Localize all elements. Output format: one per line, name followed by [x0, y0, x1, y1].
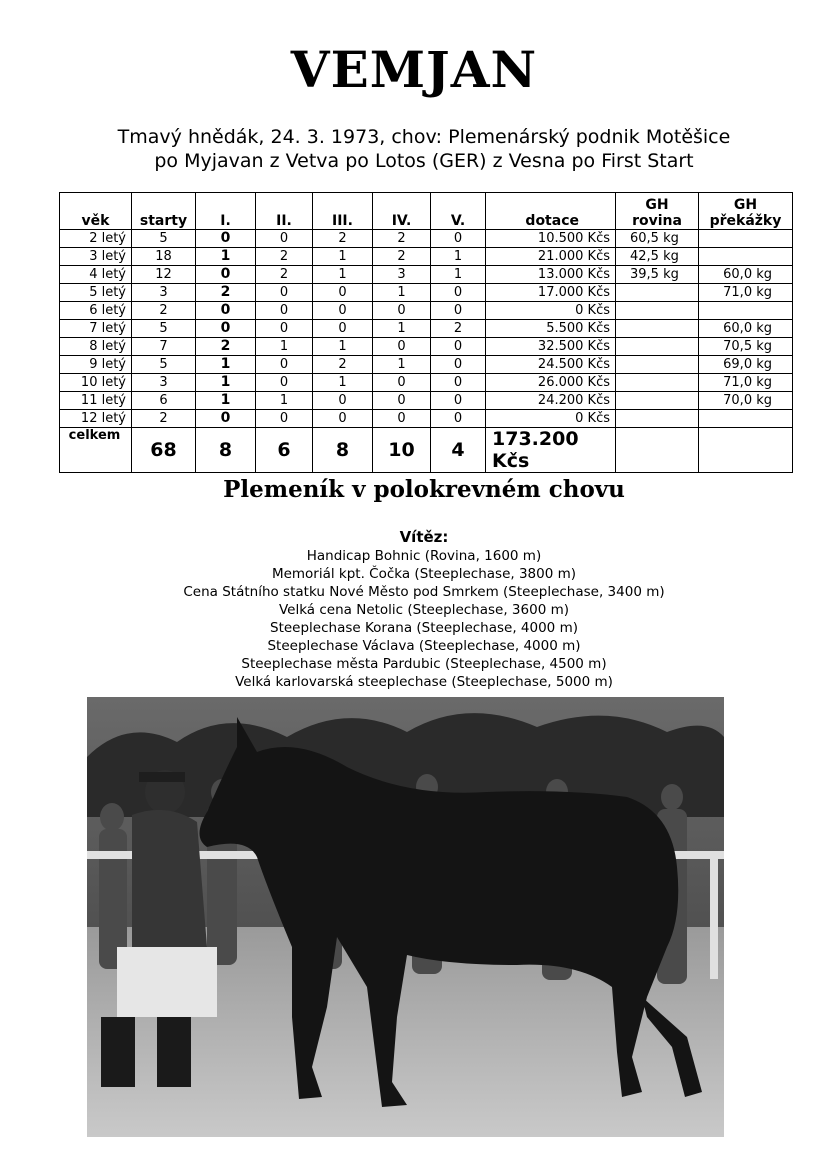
- total-cell: 6: [256, 428, 313, 473]
- cell-starts: 3: [132, 284, 196, 302]
- table-row: [60, 230, 793, 248]
- cell-starts: 5: [132, 230, 196, 248]
- cell-age: 12 letý: [60, 410, 132, 428]
- cell-gh-flat: [616, 320, 699, 338]
- list-item: Steeplechase Václava (Steeplechase, 4000 m): [267, 638, 581, 654]
- column-header-third: III.: [313, 193, 373, 230]
- cell-age: 11 letý: [60, 392, 132, 410]
- cell-age: 10 letý: [60, 374, 132, 392]
- column-header-prize-money: dotace: [486, 193, 616, 230]
- cell-starts: 18: [132, 248, 196, 266]
- total-empty-cell: [699, 428, 793, 473]
- cell-starts: 12: [132, 266, 196, 284]
- cell-starts: 2: [132, 410, 196, 428]
- cell-third: 1: [313, 338, 373, 356]
- cell-first: 2: [196, 338, 256, 356]
- cell-fifth: 1: [431, 266, 486, 284]
- cell-starts: 2: [132, 302, 196, 320]
- cell-gh-jump: 70,0 kg: [699, 392, 793, 410]
- cell-age: 9 letý: [60, 356, 132, 374]
- cell-gh-flat: 39,5 kg: [616, 266, 699, 284]
- table-row: [60, 410, 793, 428]
- cell-fifth: 0: [431, 392, 486, 410]
- cell-second: 0: [256, 320, 313, 338]
- total-cell: 8: [313, 428, 373, 473]
- table-total-row: [60, 428, 793, 473]
- cell-gh-jump: 71,0 kg: [699, 284, 793, 302]
- cell-first: 1: [196, 356, 256, 374]
- cell-second: 2: [256, 248, 313, 266]
- cell-first: 0: [196, 266, 256, 284]
- cell-fifth: 2: [431, 320, 486, 338]
- table-row: [60, 338, 793, 356]
- total-cell: 68: [132, 428, 196, 473]
- cell-first: 1: [196, 392, 256, 410]
- cell-gh-flat: [616, 392, 699, 410]
- cell-second: 0: [256, 410, 313, 428]
- gh-label: GH: [733, 197, 758, 213]
- column-header-age: věk: [60, 193, 132, 230]
- cell-third: 1: [313, 248, 373, 266]
- cell-age: 3 letý: [60, 248, 132, 266]
- cell-first: 0: [196, 320, 256, 338]
- cell-prize-money: 32.500 Kčs: [486, 338, 616, 356]
- column-header-gh-flat: [616, 193, 699, 230]
- cell-fifth: 0: [431, 338, 486, 356]
- cell-first: 2: [196, 284, 256, 302]
- cell-gh-jump: [699, 410, 793, 428]
- cell-gh-flat: [616, 338, 699, 356]
- cell-first: 1: [196, 374, 256, 392]
- cell-gh-jump: 60,0 kg: [699, 266, 793, 284]
- cell-fourth: 0: [373, 338, 431, 356]
- column-header-first: I.: [196, 193, 256, 230]
- cell-second: 0: [256, 374, 313, 392]
- cell-third: 1: [313, 374, 373, 392]
- cell-fifth: 0: [431, 374, 486, 392]
- cell-prize-money: 24.200 Kčs: [486, 392, 616, 410]
- cell-second: 1: [256, 392, 313, 410]
- gh-flat-label: rovina: [632, 213, 682, 229]
- race-record-table: [59, 192, 793, 473]
- cell-gh-jump: [699, 230, 793, 248]
- cell-third: 0: [313, 302, 373, 320]
- cell-starts: 6: [132, 392, 196, 410]
- table-row: [60, 284, 793, 302]
- column-header-second: II.: [256, 193, 313, 230]
- table-row: [60, 266, 793, 284]
- cell-third: 1: [313, 266, 373, 284]
- cell-prize-money: 0 Kčs: [486, 302, 616, 320]
- cell-first: 0: [196, 410, 256, 428]
- cell-gh-flat: [616, 410, 699, 428]
- cell-fifth: 0: [431, 356, 486, 374]
- cell-fifth: 0: [431, 302, 486, 320]
- cell-second: 0: [256, 302, 313, 320]
- cell-starts: 5: [132, 320, 196, 338]
- cell-age: 8 letý: [60, 338, 132, 356]
- cell-fifth: 0: [431, 410, 486, 428]
- list-item: Steeplechase města Pardubic (Steeplechase, 4500 m): [241, 656, 607, 672]
- table-header-row: [60, 193, 793, 230]
- cell-starts: 7: [132, 338, 196, 356]
- cell-fourth: 2: [373, 230, 431, 248]
- list-item: Memoriál kpt. Čočka (Steeplechase, 3800 m): [271, 566, 577, 582]
- cell-second: 1: [256, 338, 313, 356]
- cell-gh-flat: [616, 302, 699, 320]
- cell-gh-flat: [616, 374, 699, 392]
- cell-prize-money: 17.000 Kčs: [486, 284, 616, 302]
- table-row: [60, 374, 793, 392]
- table-row: [60, 248, 793, 266]
- cell-age: 7 letý: [60, 320, 132, 338]
- winner-label: Vítěz:: [399, 528, 449, 546]
- horse-photo: [87, 697, 724, 1137]
- list-item: Steeplechase Korana (Steeplechase, 4000 m): [270, 620, 578, 636]
- cell-second: 2: [256, 266, 313, 284]
- gh-label: GH: [645, 197, 669, 213]
- cell-fifth: 0: [431, 284, 486, 302]
- total-cell: 8: [196, 428, 256, 473]
- cell-fourth: 0: [373, 374, 431, 392]
- cell-age: 4 letý: [60, 266, 132, 284]
- cell-gh-flat: 60,5 kg: [616, 230, 699, 248]
- list-item: Velká cena Netolic (Steeplechase, 3600 m): [278, 602, 569, 618]
- table-row: [60, 356, 793, 374]
- table-row: [60, 392, 793, 410]
- list-item: Cena Státního statku Nové Město pod Smrkem (Steeplechase, 3400 m): [183, 584, 665, 600]
- cell-gh-jump: [699, 248, 793, 266]
- cell-age: 2 letý: [60, 230, 132, 248]
- cell-third: 0: [313, 320, 373, 338]
- cell-starts: 3: [132, 374, 196, 392]
- total-empty-cell: [616, 428, 699, 473]
- cell-gh-jump: [699, 302, 793, 320]
- cell-first: 0: [196, 230, 256, 248]
- cell-fourth: 0: [373, 410, 431, 428]
- cell-fourth: 1: [373, 356, 431, 374]
- cell-fourth: 2: [373, 248, 431, 266]
- cell-first: 1: [196, 248, 256, 266]
- cell-gh-jump: 70,5 kg: [699, 338, 793, 356]
- cell-second: 0: [256, 356, 313, 374]
- list-item: Velká karlovarská steeplechase (Steeplechase, 5000 m): [235, 674, 613, 690]
- total-cell: 10: [373, 428, 431, 473]
- wins-list: [0, 547, 828, 691]
- cell-third: 0: [313, 284, 373, 302]
- cell-prize-money: 0 Kčs: [486, 410, 616, 428]
- cell-third: 2: [313, 230, 373, 248]
- cell-age: 6 letý: [60, 302, 132, 320]
- cell-fourth: 0: [373, 392, 431, 410]
- cell-third: 0: [313, 392, 373, 410]
- cell-fifth: 0: [431, 230, 486, 248]
- cell-gh-jump: 69,0 kg: [699, 356, 793, 374]
- cell-gh-flat: [616, 284, 699, 302]
- cell-second: 0: [256, 230, 313, 248]
- column-header-starts: starty: [132, 193, 196, 230]
- cell-prize-money: 26.000 Kčs: [486, 374, 616, 392]
- cell-fourth: 1: [373, 284, 431, 302]
- cell-prize-money: 13.000 Kčs: [486, 266, 616, 284]
- horse-description: Tmavý hnědák, 24. 3. 1973, chov: Plemenárský podnik Motěšice: [117, 126, 731, 148]
- cell-gh-jump: 71,0 kg: [699, 374, 793, 392]
- cell-prize-money: 21.000 Kčs: [486, 248, 616, 266]
- table-body: [60, 230, 793, 473]
- column-header-fifth: V.: [431, 193, 486, 230]
- cell-fifth: 1: [431, 248, 486, 266]
- cell-starts: 5: [132, 356, 196, 374]
- table-row: [60, 320, 793, 338]
- cell-fourth: 3: [373, 266, 431, 284]
- cell-third: 0: [313, 410, 373, 428]
- gh-jump-label: překážky: [709, 213, 782, 229]
- cell-first: 0: [196, 302, 256, 320]
- cell-third: 2: [313, 356, 373, 374]
- cell-prize-money: 10.500 Kčs: [486, 230, 616, 248]
- section-heading: Plemeník v polokrevném chovu: [223, 476, 625, 503]
- page-title: VEMJAN: [290, 40, 538, 99]
- cell-prize-money: 5.500 Kčs: [486, 320, 616, 338]
- list-item: Handicap Bohnic (Rovina, 1600 m): [306, 548, 542, 564]
- cell-second: 0: [256, 284, 313, 302]
- column-header-fourth: IV.: [373, 193, 431, 230]
- cell-fourth: 0: [373, 302, 431, 320]
- total-cell: 173.200 Kčs: [486, 428, 616, 473]
- cell-gh-flat: 42,5 kg: [616, 248, 699, 266]
- total-cell: 4: [431, 428, 486, 473]
- cell-fourth: 1: [373, 320, 431, 338]
- column-header-gh-jump: [699, 193, 793, 230]
- total-label: celkem: [60, 428, 132, 473]
- cell-prize-money: 24.500 Kčs: [486, 356, 616, 374]
- cell-gh-jump: 60,0 kg: [699, 320, 793, 338]
- cell-age: 5 letý: [60, 284, 132, 302]
- cell-gh-flat: [616, 356, 699, 374]
- horse-pedigree: po Myjavan z Vetva po Lotos (GER) z Vesna po First Start: [154, 150, 694, 172]
- table-row: [60, 302, 793, 320]
